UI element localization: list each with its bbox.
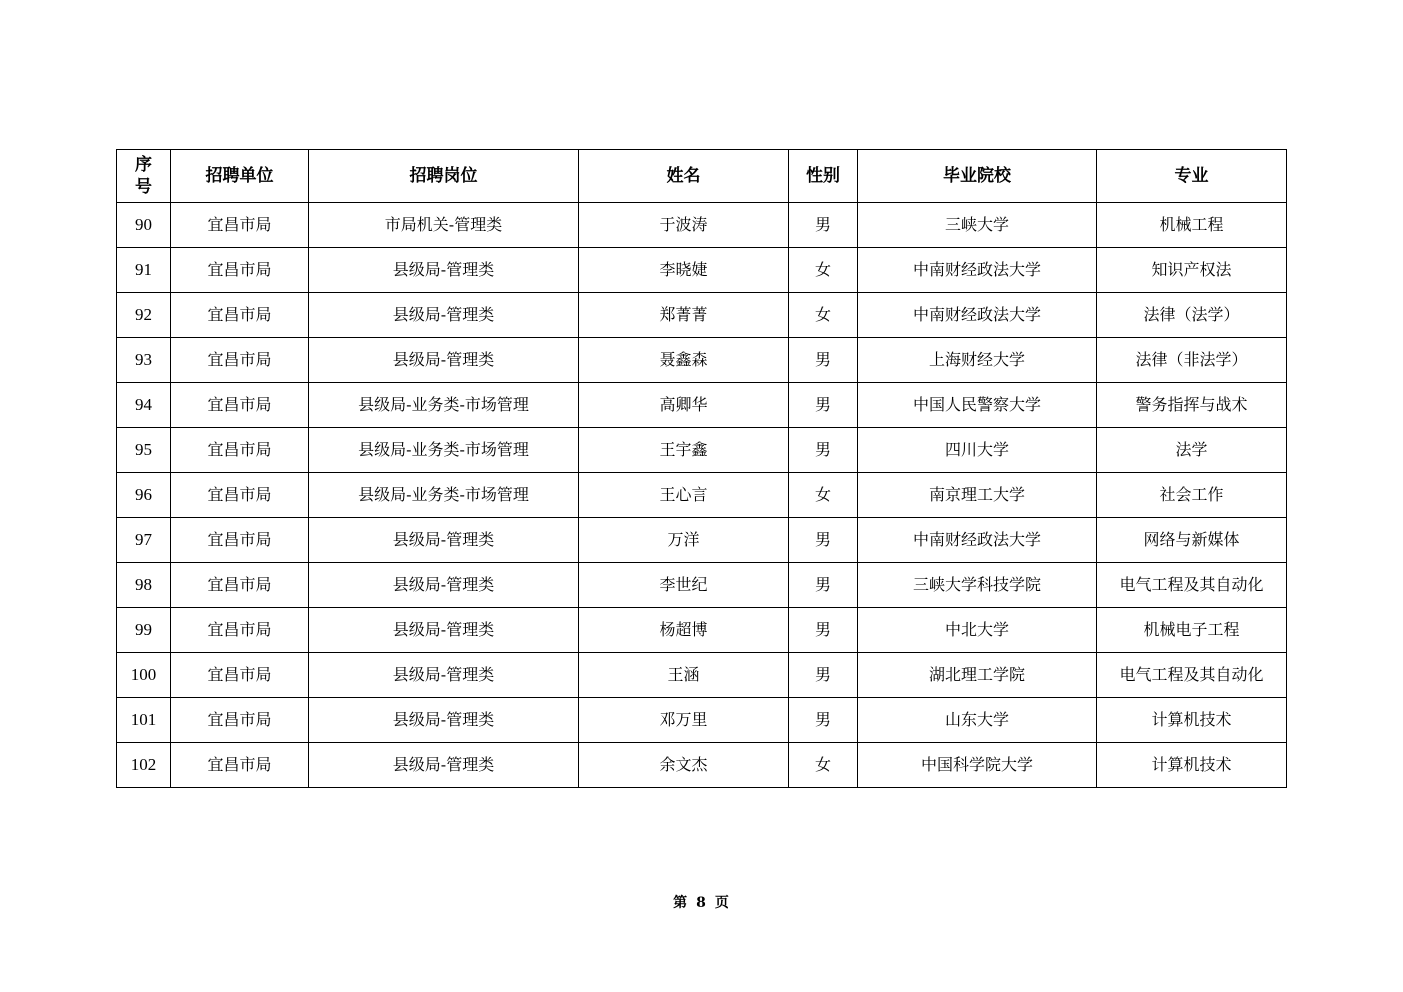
cell-seq: 96 [117,473,171,518]
header-gender: 性别 [789,150,858,203]
cell-gender: 男 [789,653,858,698]
header-seq-line1: 序 [135,155,152,175]
cell-seq: 93 [117,338,171,383]
table-row [117,518,1287,563]
cell-seq: 101 [117,698,171,743]
cell-position: 市局机关-管理类 [309,203,579,248]
table-header-row [117,150,1287,203]
cell-name: 余文杰 [579,743,789,788]
cell-unit: 宜昌市局 [171,473,309,518]
header-position: 招聘岗位 [309,150,579,203]
table-row [117,383,1287,428]
cell-school: 山东大学 [858,698,1097,743]
cell-gender: 男 [789,203,858,248]
table-row [117,653,1287,698]
cell-position: 县级局-管理类 [309,518,579,563]
cell-gender: 男 [789,563,858,608]
cell-name: 王宇鑫 [579,428,789,473]
table-row [117,608,1287,653]
cell-seq: 99 [117,608,171,653]
cell-position: 县级局-业务类-市场管理 [309,383,579,428]
header-school: 毕业院校 [858,150,1097,203]
cell-major: 法律（非法学） [1097,338,1287,383]
cell-seq: 95 [117,428,171,473]
cell-position: 县级局-管理类 [309,743,579,788]
cell-gender: 女 [789,293,858,338]
cell-school: 中国科学院大学 [858,743,1097,788]
cell-school: 四川大学 [858,428,1097,473]
cell-major: 计算机技术 [1097,743,1287,788]
footer-page-number: 8 [696,895,707,911]
cell-seq: 102 [117,743,171,788]
cell-gender: 男 [789,383,858,428]
cell-unit: 宜昌市局 [171,518,309,563]
cell-gender: 女 [789,743,858,788]
cell-position: 县级局-管理类 [309,338,579,383]
cell-name: 李世纪 [579,563,789,608]
cell-major: 电气工程及其自动化 [1097,653,1287,698]
cell-school: 中国人民警察大学 [858,383,1097,428]
cell-name: 王涵 [579,653,789,698]
cell-unit: 宜昌市局 [171,563,309,608]
cell-school: 三峡大学科技学院 [858,563,1097,608]
cell-unit: 宜昌市局 [171,608,309,653]
cell-gender: 男 [789,698,858,743]
cell-gender: 女 [789,248,858,293]
table-row [117,428,1287,473]
cell-position: 县级局-管理类 [309,248,579,293]
table-row [117,338,1287,383]
cell-seq: 91 [117,248,171,293]
header-name: 姓名 [579,150,789,203]
cell-name: 高卿华 [579,383,789,428]
cell-major: 机械工程 [1097,203,1287,248]
cell-gender: 男 [789,608,858,653]
cell-unit: 宜昌市局 [171,338,309,383]
recruitment-table [116,149,1287,788]
cell-name: 于波涛 [579,203,789,248]
cell-position: 县级局-业务类-市场管理 [309,428,579,473]
cell-unit: 宜昌市局 [171,203,309,248]
cell-major: 电气工程及其自动化 [1097,563,1287,608]
page-footer [0,892,1403,912]
cell-major: 警务指挥与战术 [1097,383,1287,428]
cell-unit: 宜昌市局 [171,293,309,338]
footer-prefix: 第 [673,895,689,911]
cell-major: 法学 [1097,428,1287,473]
table-body [117,203,1287,788]
cell-name: 聂鑫森 [579,338,789,383]
cell-position: 县级局-业务类-市场管理 [309,473,579,518]
cell-seq: 92 [117,293,171,338]
cell-school: 三峡大学 [858,203,1097,248]
footer-suffix: 页 [714,895,730,911]
table-row [117,698,1287,743]
cell-position: 县级局-管理类 [309,293,579,338]
cell-unit: 宜昌市局 [171,743,309,788]
cell-unit: 宜昌市局 [171,428,309,473]
cell-seq: 100 [117,653,171,698]
cell-name: 王心言 [579,473,789,518]
cell-name: 李晓婕 [579,248,789,293]
cell-name: 邓万里 [579,698,789,743]
cell-school: 上海财经大学 [858,338,1097,383]
cell-school: 中南财经政法大学 [858,293,1097,338]
table-row [117,203,1287,248]
cell-position: 县级局-管理类 [309,653,579,698]
cell-major: 法律（法学） [1097,293,1287,338]
cell-unit: 宜昌市局 [171,653,309,698]
cell-seq: 98 [117,563,171,608]
cell-gender: 男 [789,338,858,383]
cell-name: 郑菁菁 [579,293,789,338]
cell-school: 南京理工大学 [858,473,1097,518]
cell-major: 知识产权法 [1097,248,1287,293]
table-row [117,293,1287,338]
cell-name: 万洋 [579,518,789,563]
cell-seq: 90 [117,203,171,248]
cell-seq: 94 [117,383,171,428]
cell-gender: 男 [789,428,858,473]
cell-unit: 宜昌市局 [171,383,309,428]
cell-unit: 宜昌市局 [171,698,309,743]
header-seq-line2: 号 [135,177,152,197]
table-row [117,473,1287,518]
cell-major: 机械电子工程 [1097,608,1287,653]
cell-position: 县级局-管理类 [309,563,579,608]
header-unit: 招聘单位 [171,150,309,203]
cell-major: 社会工作 [1097,473,1287,518]
cell-school: 湖北理工学院 [858,653,1097,698]
cell-gender: 女 [789,473,858,518]
header-major: 专业 [1097,150,1287,203]
cell-major: 网络与新媒体 [1097,518,1287,563]
cell-school: 中南财经政法大学 [858,248,1097,293]
cell-position: 县级局-管理类 [309,698,579,743]
table-row [117,563,1287,608]
cell-school: 中南财经政法大学 [858,518,1097,563]
cell-gender: 男 [789,518,858,563]
cell-name: 杨超博 [579,608,789,653]
cell-seq: 97 [117,518,171,563]
table-row [117,248,1287,293]
cell-unit: 宜昌市局 [171,248,309,293]
table-row [117,743,1287,788]
cell-position: 县级局-管理类 [309,608,579,653]
cell-major: 计算机技术 [1097,698,1287,743]
cell-school: 中北大学 [858,608,1097,653]
header-seq [117,150,171,203]
